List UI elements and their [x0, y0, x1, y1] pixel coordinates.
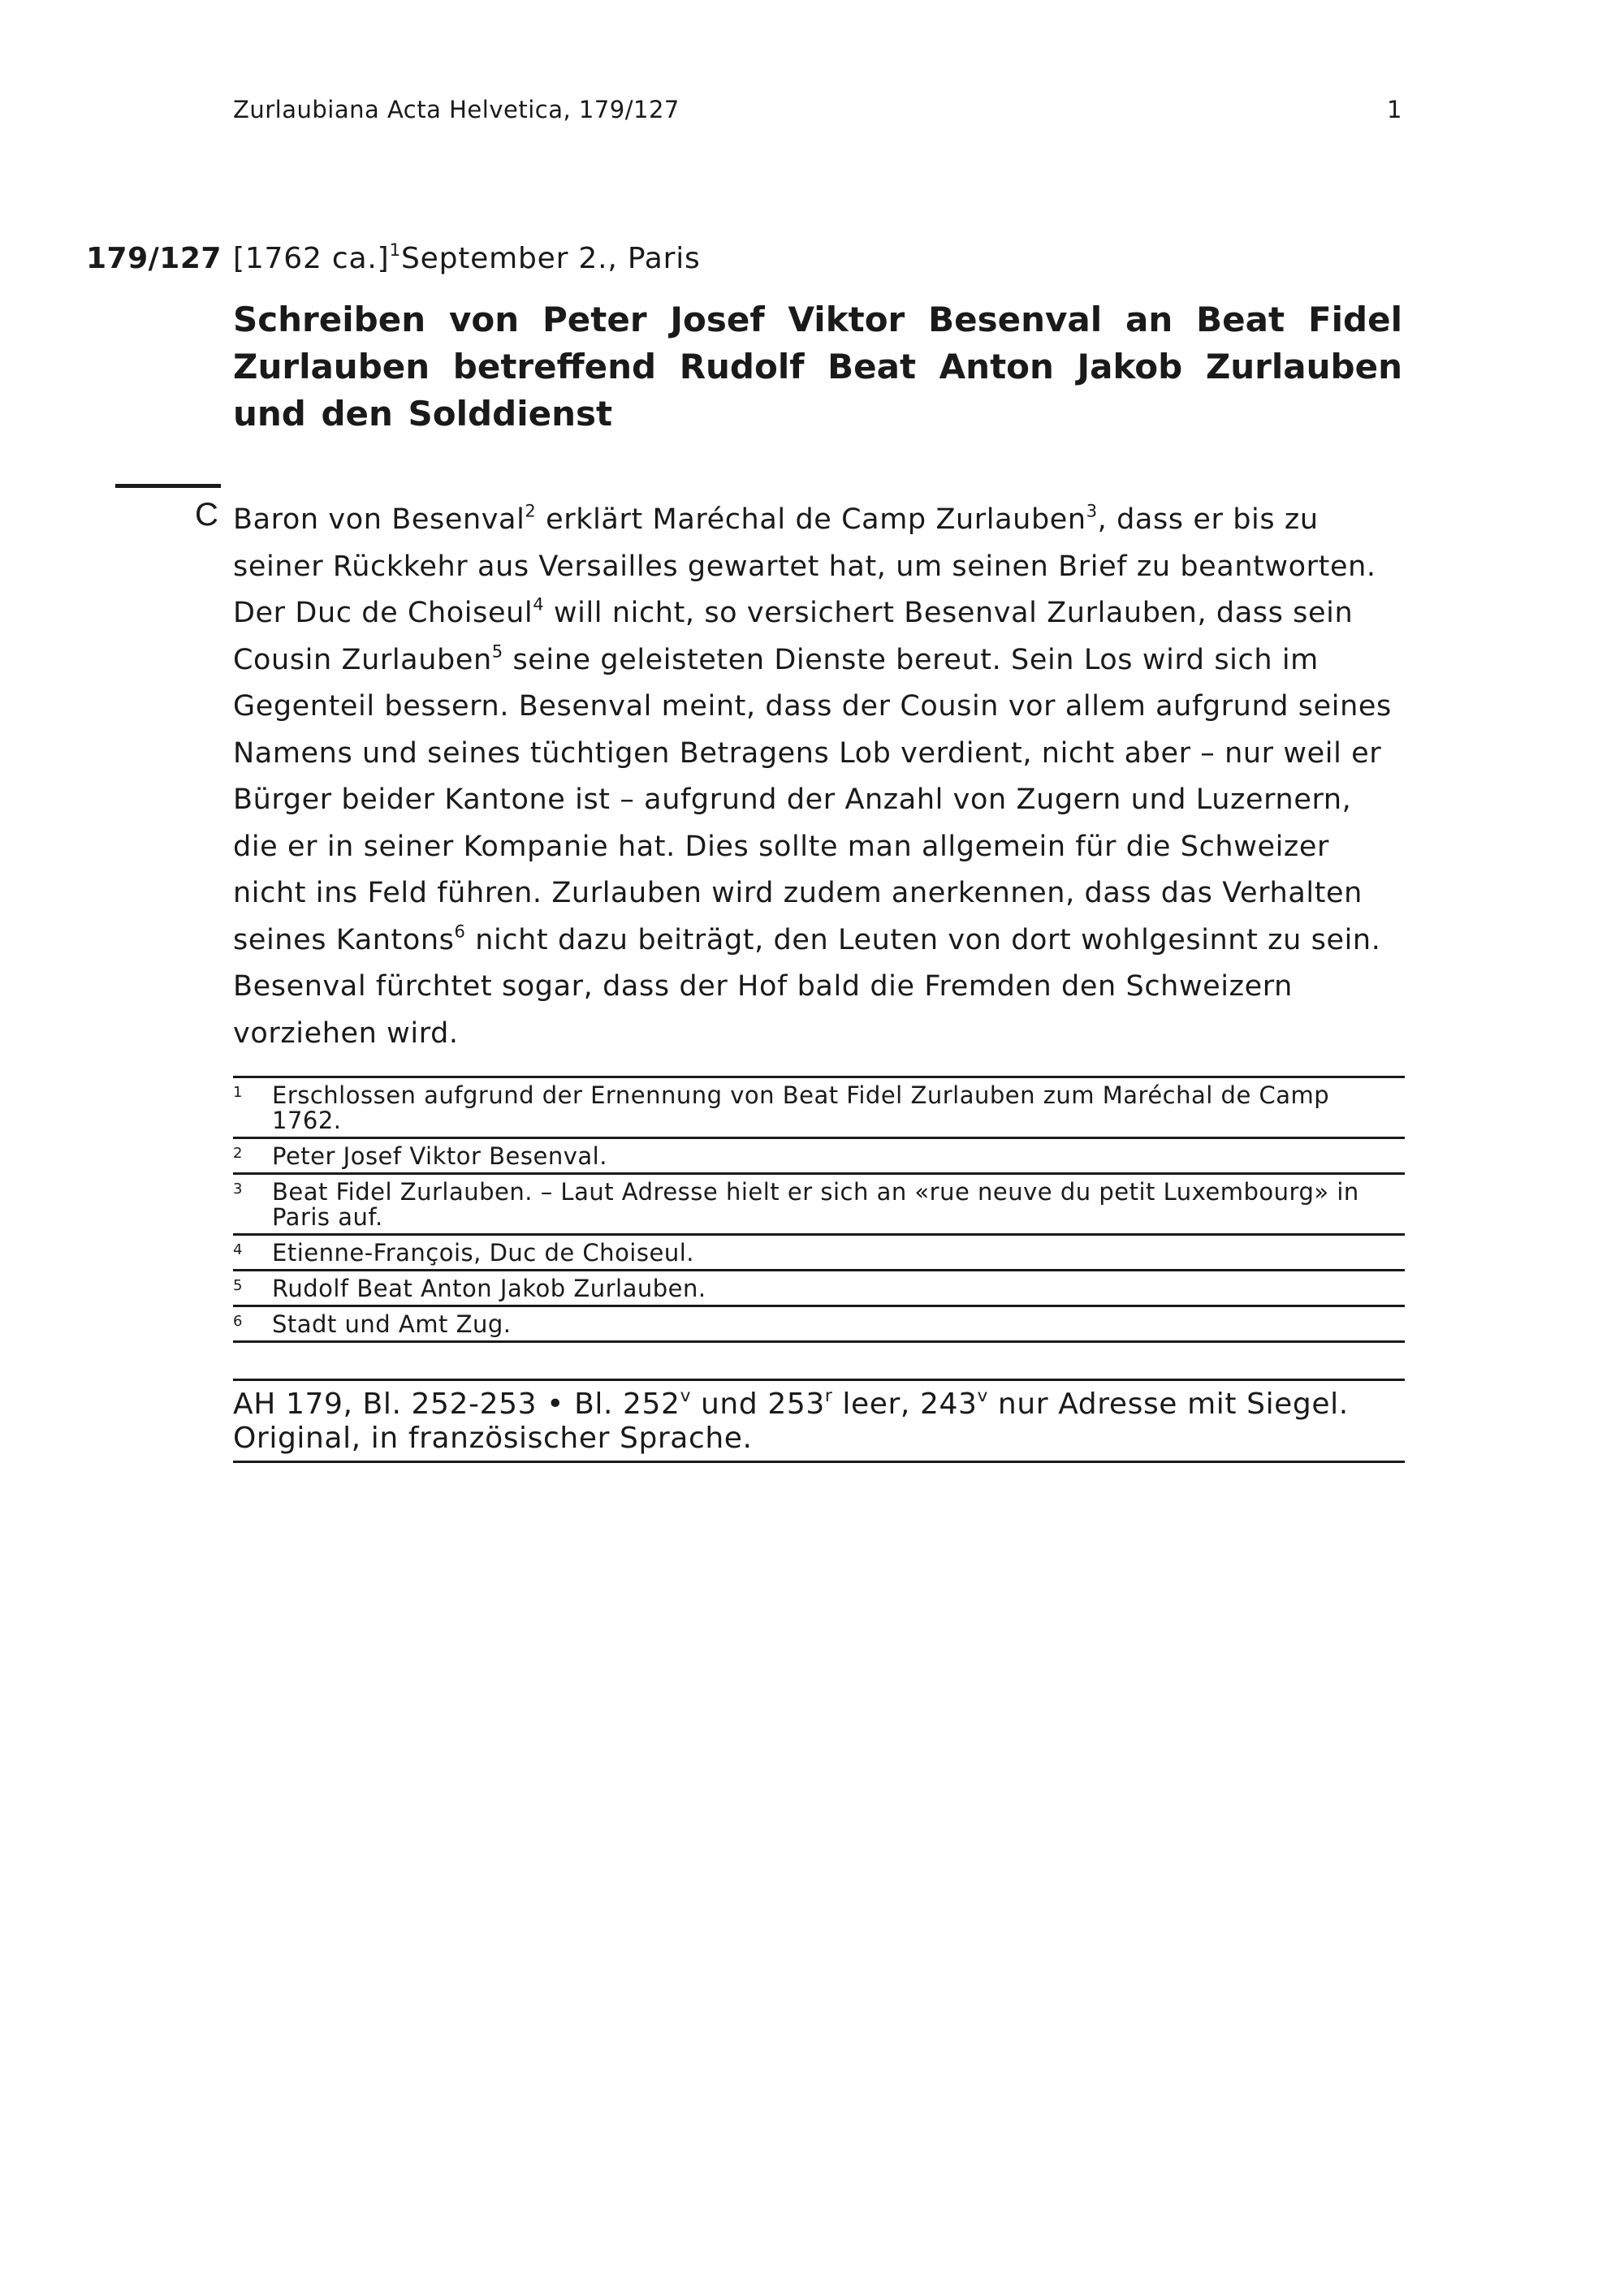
footnote	[233, 1078, 1405, 1139]
source-line-2: Original, in französischer Sprache.	[233, 1422, 753, 1455]
footnote	[233, 1271, 1405, 1307]
footnote	[233, 1175, 1405, 1236]
footnote-ref[interactable]: 1	[389, 240, 401, 261]
footnote	[233, 1139, 1405, 1175]
summary-paragraph	[233, 497, 1402, 1057]
footnotes	[233, 1076, 1405, 1343]
entry-number: 179/127	[86, 242, 222, 275]
footnote-number: 3	[233, 1180, 243, 1198]
margin-rule	[115, 484, 221, 488]
footnote-ref[interactable]: 2	[525, 501, 537, 521]
source-reference	[233, 1379, 1405, 1463]
source-text: nur Adresse mit Siegel.	[987, 1388, 1349, 1421]
summary-text: will nicht, so versichert Besenval Zurlauben, dass sein Cousin Zurlauben	[233, 597, 1354, 676]
source-text: AH 179, Bl. 252-253 • Bl. 252	[233, 1388, 680, 1421]
entry-date-prefix: [1762 ca.]	[233, 242, 390, 275]
page-number: 1	[1387, 96, 1402, 123]
summary-text: , dass er bis zu seiner Rückkehr aus Versailles gewartet hat, um seinen Brief zu beantworten. Der Duc de Choiseul	[233, 503, 1376, 629]
content-marker: C	[195, 497, 218, 533]
folio-side: r	[824, 1385, 833, 1406]
source-text: leer, 243	[832, 1388, 978, 1421]
footnote	[233, 1236, 1405, 1271]
folio-side: v	[680, 1385, 691, 1406]
footnote-text: Stadt und Amt Zug.	[272, 1310, 512, 1338]
footnote-ref[interactable]: 4	[533, 594, 545, 615]
footnote-text: Erschlossen aufgrund der Ernennung von Beat Fidel Zurlauben zum Maréchal de Camp 1762.	[272, 1081, 1330, 1134]
footnote-text: Rudolf Beat Anton Jakob Zurlauben.	[272, 1275, 706, 1302]
summary-text: nicht dazu beiträgt, den Leuten von dort wohlgesinnt zu sein. Besenval fürchtet sogar, dass der Hof bald die Fremden den Schweizern vorziehen wird.	[233, 923, 1381, 1050]
footnote-ref[interactable]: 3	[1086, 501, 1098, 521]
entry-date-suffix: September 2., Paris	[401, 242, 701, 275]
footnote-number: 4	[233, 1241, 243, 1258]
summary-text: erklärt Maréchal de Camp Zurlauben	[536, 503, 1086, 536]
footnote-number: 1	[233, 1084, 243, 1101]
running-title: Zurlaubiana Acta Helvetica, 179/127	[233, 96, 680, 123]
folio-side: v	[977, 1385, 988, 1406]
running-head	[233, 96, 1402, 123]
summary-text: seine geleisteten Dienste bereut. Sein Los wird sich im Gegenteil bessern. Besenval meint, dass der Cousin vor allem aufgrund seines Namens und seines tüchtigen Betragens Lob verdient, nicht aber – nur weil er Bürger beider Kantone ist – aufgrund der Anzahl von Zugern und Luzernern, die er in seiner Kompanie hat. Dies sollte man allgemein für die Schweizer nicht ins Feld führen. Zurlauben wird zudem anerkennen, dass das Verhalten seines Kantons	[233, 643, 1392, 956]
entry-date	[233, 242, 701, 275]
footnote	[233, 1307, 1405, 1343]
source-text: und 253	[690, 1388, 825, 1421]
entry-title: Schreiben von Peter Josef Viktor Besenval an Beat Fidel Zurlauben betreffend Rudolf Beat Anton Jakob Zurlauben und den Solddienst	[233, 300, 1402, 434]
summary-text: Baron von Besenval	[233, 503, 525, 536]
footnote-text: Beat Fidel Zurlauben. – Laut Adresse hielt er sich an «rue neuve du petit Luxembourg» in Paris auf.	[272, 1178, 1359, 1231]
source-line-1	[233, 1385, 1405, 1422]
footnote-number: 6	[233, 1313, 243, 1330]
footnote-text: Etienne-François, Duc de Choiseul.	[272, 1239, 694, 1267]
footnote-ref[interactable]: 6	[454, 921, 466, 941]
footnote-number: 2	[233, 1145, 243, 1162]
footnote-ref[interactable]: 5	[491, 641, 503, 661]
footnote-number: 5	[233, 1277, 243, 1294]
footnote-text: Peter Josef Viktor Besenval.	[272, 1142, 607, 1170]
